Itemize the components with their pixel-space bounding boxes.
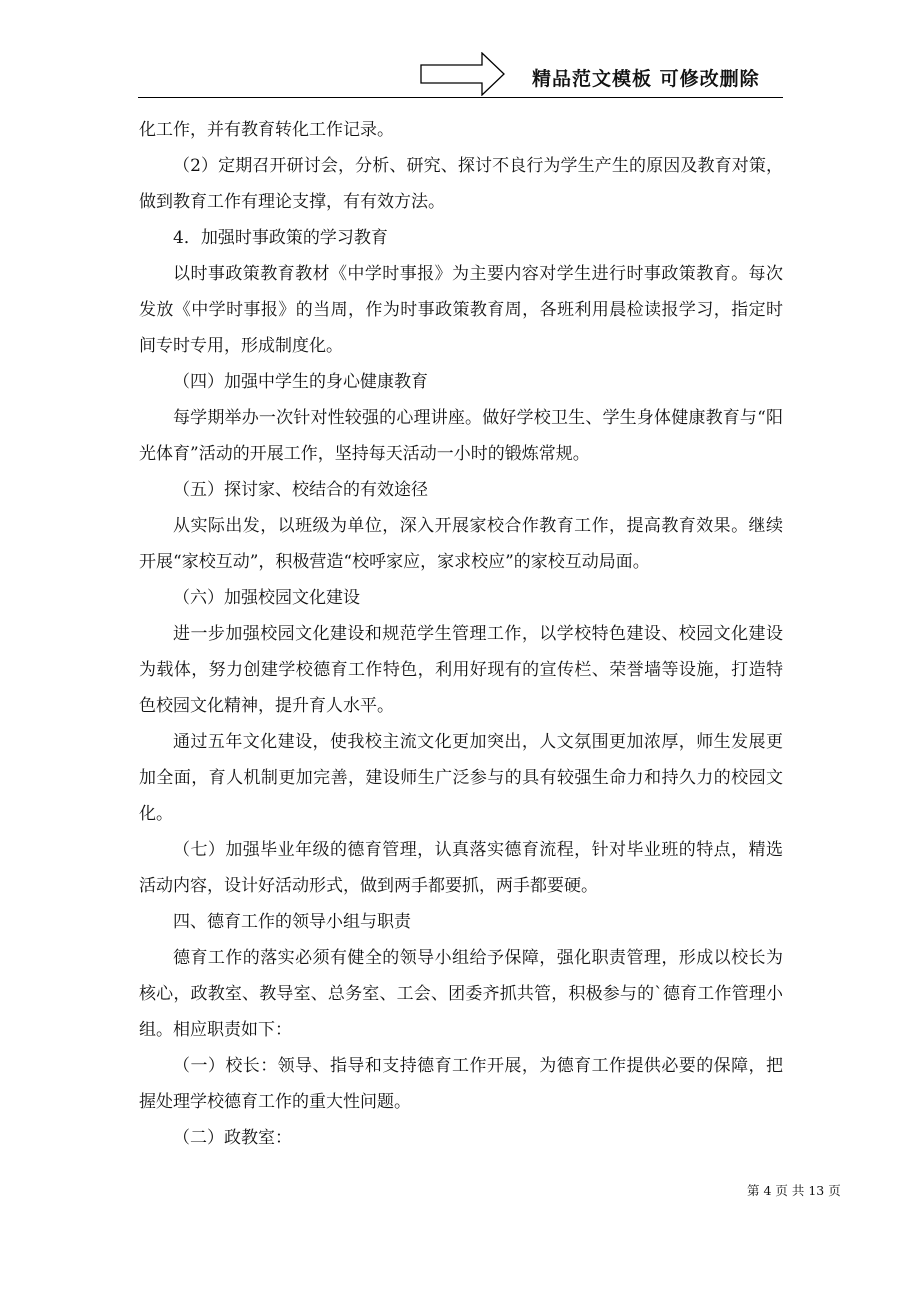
section-heading: （六）加强校园文化建设: [173, 588, 360, 608]
paragraph: 从实际出发，以班级为单位，深入开展家校合作教育工作，提高教育效果。继续开展“家校互动”，积极营造“校呼家应，家求校应”的家校互动局面。: [139, 516, 783, 572]
paragraph: （2）定期召开研讨会，分析、研究、探讨不良行为学生产生的原因及教育对策，做到教育工作有理论支撑，有有效方法。: [139, 156, 783, 212]
paragraph: 化工作，并有教育转化工作记录。: [139, 120, 394, 140]
paragraph: 通过五年文化建设，使我校主流文化更加突出，人文氛围更加浓厚，师生发展更加全面，育人机制更加完善，建设师生广泛参与的具有较强生命力和持久力的校园文化。: [139, 732, 783, 824]
paragraph: 以时事政策教育教材《中学时事报》为主要内容对学生进行时事政策教育。每次发放《中学时事报》的当周，作为时事政策教育周，各班利用晨检读报学习，指定时间专时专用，形成制度化。: [139, 264, 783, 356]
document-body: [139, 112, 783, 1156]
section-heading: （五）探讨家、校结合的有效途径: [173, 480, 428, 500]
arrow-right-icon: [420, 52, 506, 96]
header-title: 精品范文模板 可修改删除: [532, 68, 760, 90]
paragraph: （二）政教室：: [173, 1128, 292, 1148]
page-number: 第 4 页 共 13 页: [747, 1183, 841, 1198]
paragraph: 德育工作的落实必须有健全的领导小组给予保障，强化职责管理，形成以校长为核心，政教室、教导室、总务室、工会、团委齐抓共管，积极参与的`德育工作管理小组。相应职责如下：: [139, 948, 783, 1040]
paragraph: 每学期举办一次针对性较强的心理讲座。做好学校卫生、学生身体健康教育与“阳光体育”活动的开展工作，坚持每天活动一小时的锻炼常规。: [139, 408, 783, 464]
header-divider: [138, 97, 783, 98]
paragraph: （一）校长：领导、指导和支持德育工作开展，为德育工作提供必要的保障，把握处理学校德育工作的重大性问题。: [139, 1056, 783, 1112]
paragraph: 进一步加强校园文化建设和规范学生管理工作，以学校特色建设、校园文化建设为载体，努力创建学校德育工作特色，利用好现有的宣传栏、荣誉墙等设施，打造特色校园文化精神，提升育人水平。: [139, 624, 783, 716]
page-header: [0, 0, 920, 100]
section-heading: 四、德育工作的领导小组与职责: [173, 912, 411, 932]
section-heading: 4．加强时事政策的学习教育: [173, 228, 388, 248]
paragraph: （七）加强毕业年级的德育管理，认真落实德育流程，针对毕业班的特点，精选活动内容，设计好活动形式，做到两手都要抓，两手都要硬。: [139, 840, 783, 896]
section-heading: （四）加强中学生的身心健康教育: [173, 372, 428, 392]
